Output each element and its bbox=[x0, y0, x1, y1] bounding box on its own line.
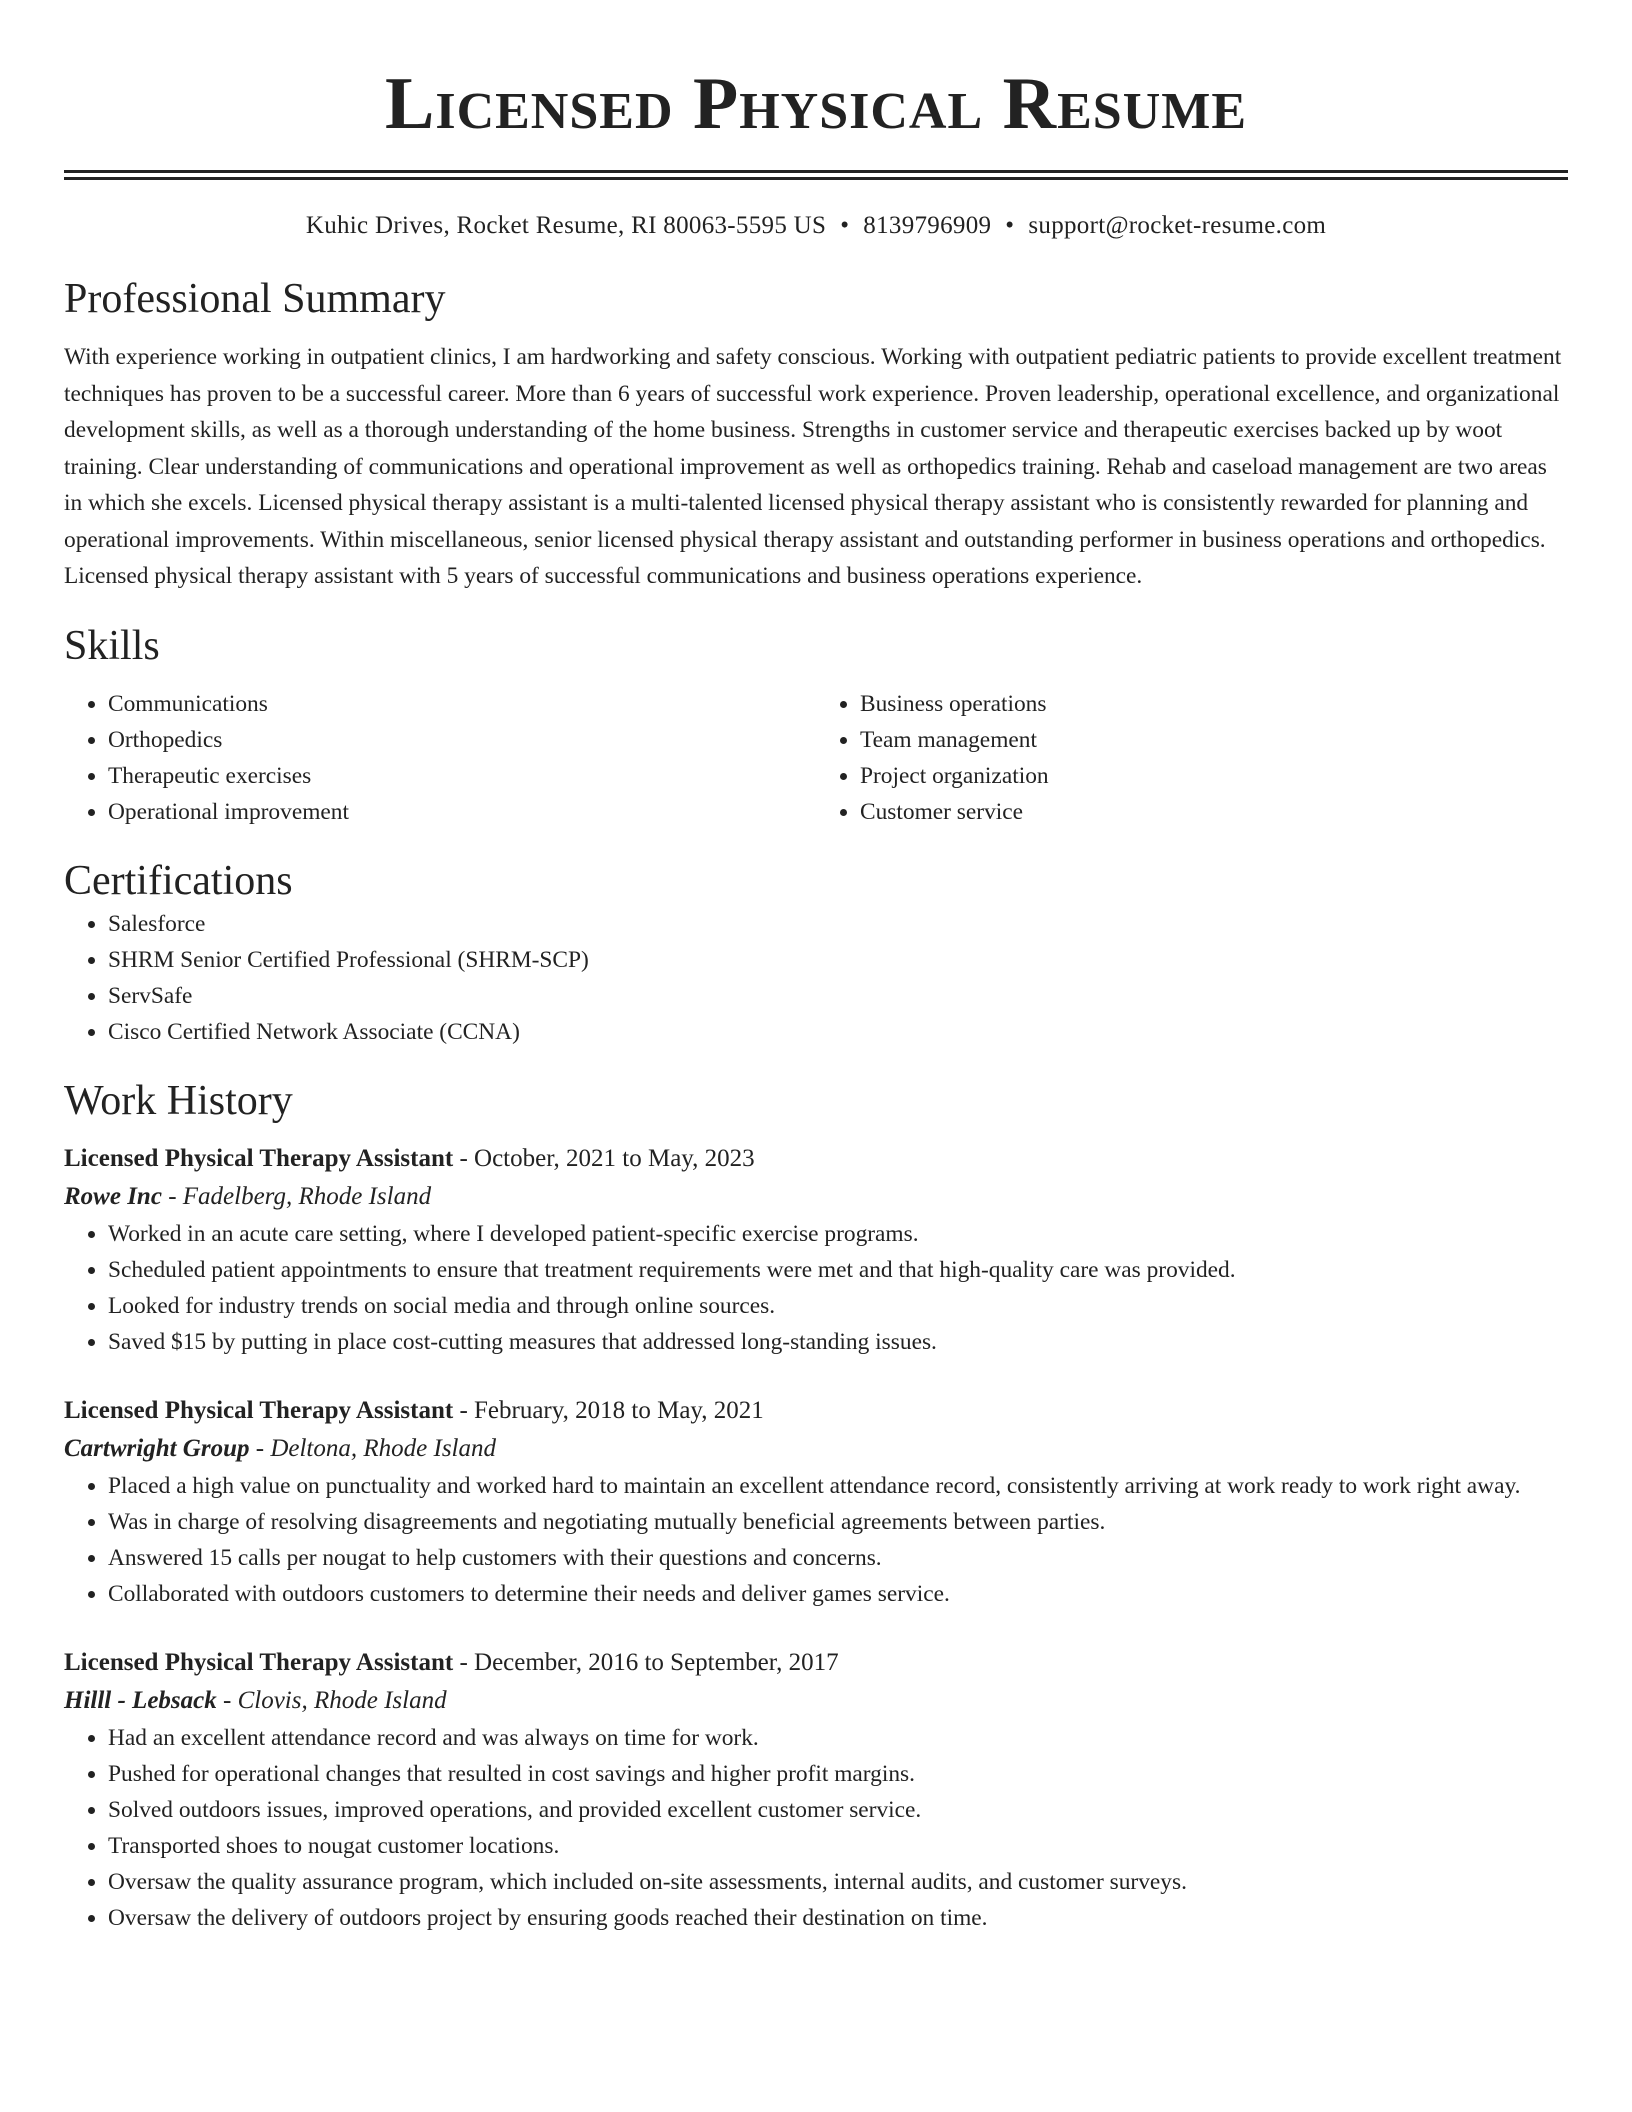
certifications-list bbox=[64, 906, 1568, 1050]
job-dates: February, 2018 to May, 2021 bbox=[474, 1396, 764, 1424]
job-title-line bbox=[64, 1392, 1568, 1430]
job-location: Fadelberg, Rhode Island bbox=[182, 1182, 432, 1210]
contact-address: Kuhic Drives, Rocket Resume, RI 80063-5595 US bbox=[305, 212, 827, 239]
job-duty: • Looked for industry trends on social media and through online sources. bbox=[108, 1288, 1568, 1324]
job-title-line bbox=[64, 1644, 1568, 1682]
job-title: Licensed Physical Therapy Assistant bbox=[64, 1144, 454, 1172]
job-dash: - bbox=[453, 1144, 475, 1172]
job-dash: - bbox=[249, 1434, 271, 1462]
skills-list-left bbox=[64, 686, 816, 830]
skill-item: • Therapeutic exercises bbox=[108, 758, 816, 794]
skill-item: • Communications bbox=[108, 686, 816, 722]
job-duty: • Scheduled patient appointments to ensure that treatment requirements were met and that high-quality care was provided. bbox=[108, 1252, 1568, 1288]
contact-email: support@rocket-resume.com bbox=[1028, 212, 1327, 239]
job-company: Cartwright Group bbox=[64, 1434, 250, 1462]
job-duty: • Collaborated with outdoors customers to determine their needs and deliver games service. bbox=[108, 1576, 1568, 1612]
job-duty: • Was in charge of resolving disagreements and negotiating mutually beneficial agreements between parties. bbox=[108, 1504, 1568, 1540]
job-entry bbox=[64, 1392, 1568, 1612]
certification-item: • SHRM Senior Certified Professional (SHRM-SCP) bbox=[108, 942, 1568, 978]
certification-item: • Salesforce bbox=[108, 906, 1568, 942]
job-company-line bbox=[64, 1430, 1568, 1468]
certification-item: • ServSafe bbox=[108, 978, 1568, 1014]
job-entry bbox=[64, 1644, 1568, 1936]
job-duties-list bbox=[64, 1216, 1568, 1360]
certification-item: • Cisco Certified Network Associate (CCNA) bbox=[108, 1014, 1568, 1050]
job-dash: - bbox=[216, 1686, 238, 1714]
job-company: Rowe Inc bbox=[64, 1182, 162, 1210]
skills-list-right bbox=[816, 686, 1568, 830]
job-duty: • Pushed for operational changes that resulted in cost savings and higher profit margins. bbox=[108, 1756, 1568, 1792]
resume-title: Licensed Physical Resume bbox=[384, 63, 1248, 145]
contact-separator: • bbox=[840, 212, 850, 239]
job-dash: - bbox=[453, 1648, 475, 1676]
contact-separator: • bbox=[1005, 212, 1015, 239]
job-company-line bbox=[64, 1682, 1568, 1720]
work-history-heading: Work History bbox=[64, 1077, 293, 1124]
resume-page bbox=[64, 0, 1568, 1936]
job-title: Licensed Physical Therapy Assistant bbox=[64, 1648, 454, 1676]
skill-item: • Orthopedics bbox=[108, 722, 816, 758]
skills-grid bbox=[64, 686, 1568, 830]
contact-line bbox=[64, 210, 1568, 242]
job-entry bbox=[64, 1140, 1568, 1360]
skill-item: • Business operations bbox=[860, 686, 1568, 722]
job-duty: • Had an excellent attendance record and was always on time for work. bbox=[108, 1720, 1568, 1756]
job-duty: • Placed a high value on punctuality and worked hard to maintain an excellent attendance record, consistently arriving at work ready to work right away. bbox=[108, 1468, 1568, 1504]
job-duty: • Oversaw the quality assurance program, which included on-site assessments, internal audits, and customer surveys. bbox=[108, 1864, 1568, 1900]
job-duty: • Worked in an acute care setting, where I developed patient-specific exercise programs. bbox=[108, 1216, 1568, 1252]
job-dates: October, 2021 to May, 2023 bbox=[474, 1144, 755, 1172]
job-dash: - bbox=[161, 1182, 183, 1210]
job-duties-list bbox=[64, 1468, 1568, 1612]
work-history-section bbox=[64, 1076, 1568, 1936]
title-divider bbox=[64, 170, 1568, 180]
skill-item: • Team management bbox=[860, 722, 1568, 758]
job-duty: • Oversaw the delivery of outdoors project by ensuring goods reached their destination on time. bbox=[108, 1900, 1568, 1936]
job-dates: December, 2016 to September, 2017 bbox=[474, 1648, 839, 1676]
job-dash: - bbox=[453, 1396, 475, 1424]
skill-item: • Customer service bbox=[860, 794, 1568, 830]
job-duty: • Saved $15 by putting in place cost-cutting measures that addressed long-standing issues. bbox=[108, 1324, 1568, 1360]
job-duty: • Answered 15 calls per nougat to help customers with their questions and concerns. bbox=[108, 1540, 1568, 1576]
skills-heading: Skills bbox=[64, 622, 160, 669]
summary-text: With experience working in outpatient clinics, I am hardworking and safety conscious. Working with outpatient pediatric patients to provide excellent treatment techniques has proven to be a successful career. More than 6 years of successful work experience. Proven leadership, operational excellence, and organizational development skills, as well as a thorough understanding of the home business. Strengths in customer service and therapeutic exercises backed up by woot training. Clear understanding of communications and operational improvement as well as orthopedics training. Rehab and caseload management are two areas in which she excels. Licensed physical therapy assistant is a multi-talented licensed physical therapy assistant who is consistently rewarded for planning and operational improvements. Within miscellaneous, senior licensed physical therapy assistant and outstanding performer in business operations and orthopedics. Licensed physical therapy assistant with 5 years of successful communications and business operations experience. bbox=[64, 344, 1562, 589]
job-title-line bbox=[64, 1140, 1568, 1178]
job-company-line bbox=[64, 1178, 1568, 1216]
certifications-section bbox=[64, 856, 1568, 1050]
job-location: Deltona, Rhode Island bbox=[270, 1434, 496, 1462]
job-company: Hilll - Lebsack bbox=[64, 1686, 217, 1714]
job-duty: • Solved outdoors issues, improved operations, and provided excellent customer service. bbox=[108, 1792, 1568, 1828]
job-location: Clovis, Rhode Island bbox=[237, 1686, 447, 1714]
job-title: Licensed Physical Therapy Assistant bbox=[64, 1396, 454, 1424]
job-duties-list bbox=[64, 1720, 1568, 1936]
skill-item: • Project organization bbox=[860, 758, 1568, 794]
contact-phone: 8139796909 bbox=[863, 212, 992, 239]
summary-section bbox=[64, 274, 1568, 595]
skills-section bbox=[64, 621, 1568, 830]
summary-heading: Professional Summary bbox=[64, 276, 446, 322]
job-duty: • Transported shoes to nougat customer locations. bbox=[108, 1828, 1568, 1864]
skill-item: • Operational improvement bbox=[108, 794, 816, 830]
certifications-heading: Certifications bbox=[64, 857, 293, 904]
